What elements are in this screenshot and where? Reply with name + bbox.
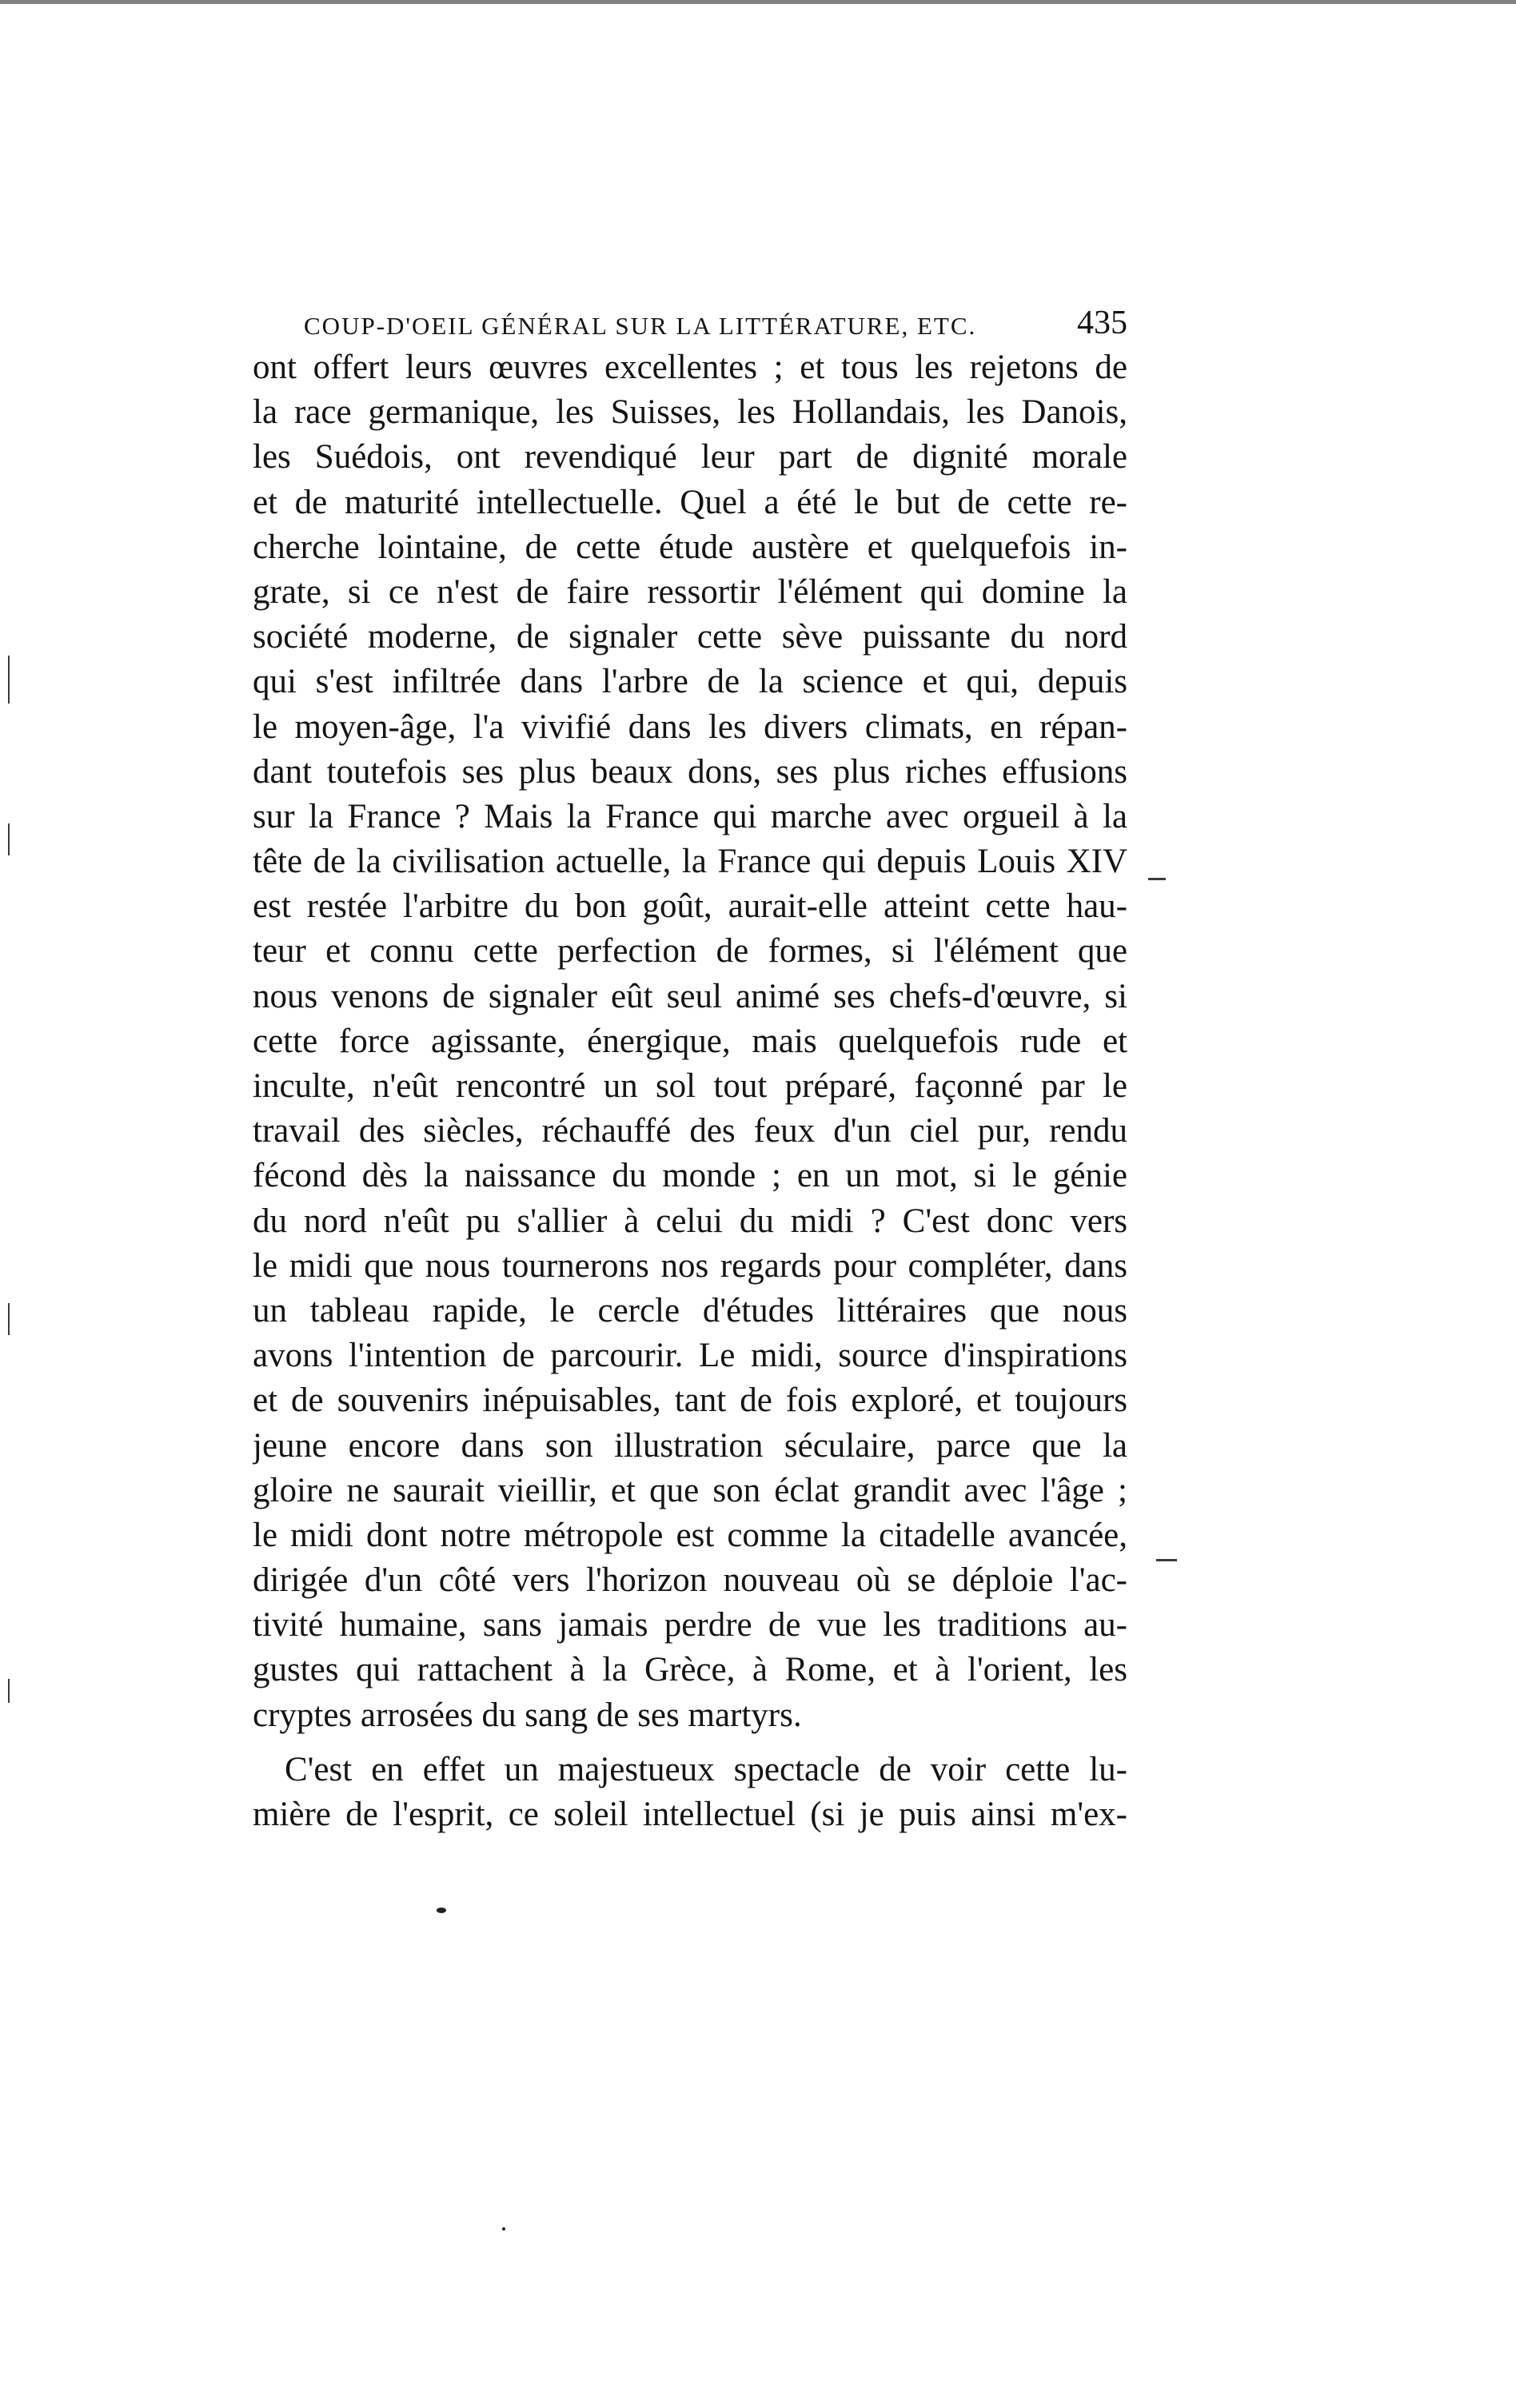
text-line: les Suédois, ont revendiqué leur part de dignité morale bbox=[253, 438, 1127, 476]
text-line: mière de l'esprit, ce soleil intellectuel (si je puis ainsi m'ex- bbox=[253, 1796, 1127, 1833]
text-line: sur la France ? Mais la France qui marche avec orgueil à la bbox=[253, 797, 1127, 835]
scan-mark bbox=[8, 823, 10, 855]
text-line: le midi dont notre métropole est comme la citadelle avancée, bbox=[253, 1516, 1127, 1554]
text-line: la race germanique, les Suisses, les Hollandais, les Danois, bbox=[253, 393, 1127, 432]
text-line: qui s'est infiltrée dans l'arbre de la science et qui, depuis bbox=[253, 663, 1127, 701]
text-line: le midi que nous tournerons nos regards pour compléter, dans bbox=[253, 1246, 1127, 1285]
text-line: travail des siècles, réchauffé des feux d'un ciel pur, rendu bbox=[253, 1112, 1127, 1150]
text-line: inculte, n'eût rencontré un sol tout préparé, façonné par le bbox=[253, 1067, 1127, 1105]
scan-mark bbox=[8, 1303, 10, 1335]
text-line: gustes qui rattachent à la Grèce, à Rome, et à l'orient, les bbox=[253, 1651, 1127, 1689]
paragraph-1 bbox=[253, 345, 1127, 1738]
paragraph-2 bbox=[253, 1748, 1127, 1837]
scan-mark bbox=[8, 1679, 10, 1703]
paragraph-gap bbox=[253, 1738, 1127, 1748]
text-line: fécond dès la naissance du monde ; en un mot, si le génie bbox=[253, 1157, 1127, 1195]
scan-top-edge bbox=[0, 0, 1516, 4]
text-line: grate, si ce n'est de faire ressortir l'élément qui domine la bbox=[253, 572, 1127, 611]
text-line: et de maturité intellectuelle. Quel a été le but de cette re- bbox=[253, 483, 1127, 521]
text-line: dirigée d'un côté vers l'horizon nouveau où se déploie l'ac- bbox=[253, 1561, 1127, 1600]
scan-mark bbox=[1148, 878, 1166, 880]
text-line: nous venons de signaler eût seul animé ses chefs-d'œuvre, si bbox=[253, 977, 1127, 1015]
page-number: 435 bbox=[1077, 305, 1127, 341]
text-line: cherche lointaine, de cette étude austère et quelquefois in- bbox=[253, 528, 1127, 566]
text-line: tivité humaine, sans jamais perdre de vue les traditions au- bbox=[253, 1606, 1127, 1645]
text-line: dant toutefois ses plus beaux dons, ses plus riches effusions bbox=[253, 752, 1127, 791]
text-line: ont offert leurs œuvres excellentes ; et tous les rejetons de bbox=[253, 349, 1127, 386]
text-line: et de souvenirs inépuisables, tant de fois exploré, et toujours bbox=[253, 1381, 1127, 1420]
ink-speck bbox=[437, 1908, 446, 1913]
text-line: gloire ne saurait vieillir, et que son éclat grandit avec l'âge ; bbox=[253, 1471, 1127, 1509]
text-line: le moyen-âge, l'a vivifié dans les divers climats, en répan- bbox=[253, 708, 1127, 746]
scan-mark bbox=[8, 656, 10, 704]
text-line: C'est en effet un majestueux spectacle de voir cette lu- bbox=[285, 1750, 1127, 1788]
text-line: tête de la civilisation actuelle, la France qui depuis Louis XIV bbox=[253, 843, 1127, 881]
text-line: est restée l'arbitre du bon goût, aurait-elle atteint cette hau- bbox=[253, 887, 1127, 926]
body-text bbox=[253, 345, 1127, 1837]
text-line: cette force agissante, énergique, mais quelquefois rude et bbox=[253, 1022, 1127, 1060]
text-line: teur et connu cette perfection de formes, si l'élément que bbox=[253, 932, 1127, 971]
running-title: COUP-D'OEIL GÉNÉRAL SUR LA LITTÉRATURE, ETC. bbox=[304, 312, 977, 340]
page-header bbox=[304, 301, 1127, 349]
text-line: un tableau rapide, le cercle d'études littéraires que nous bbox=[253, 1291, 1127, 1330]
scan-mark bbox=[1156, 1559, 1177, 1561]
text-line: du nord n'eût pu s'allier à celui du midi ? C'est donc vers bbox=[253, 1202, 1127, 1240]
text-line: cryptes arrosées du sang de ses martyrs. bbox=[253, 1696, 802, 1734]
text-line: avons l'intention de parcourir. Le midi, source d'inspirations bbox=[253, 1337, 1127, 1375]
ink-speck bbox=[502, 2227, 505, 2231]
text-line: jeune encore dans son illustration séculaire, parce que la bbox=[253, 1426, 1127, 1465]
text-line: société moderne, de signaler cette sève puissante du nord bbox=[253, 618, 1127, 656]
